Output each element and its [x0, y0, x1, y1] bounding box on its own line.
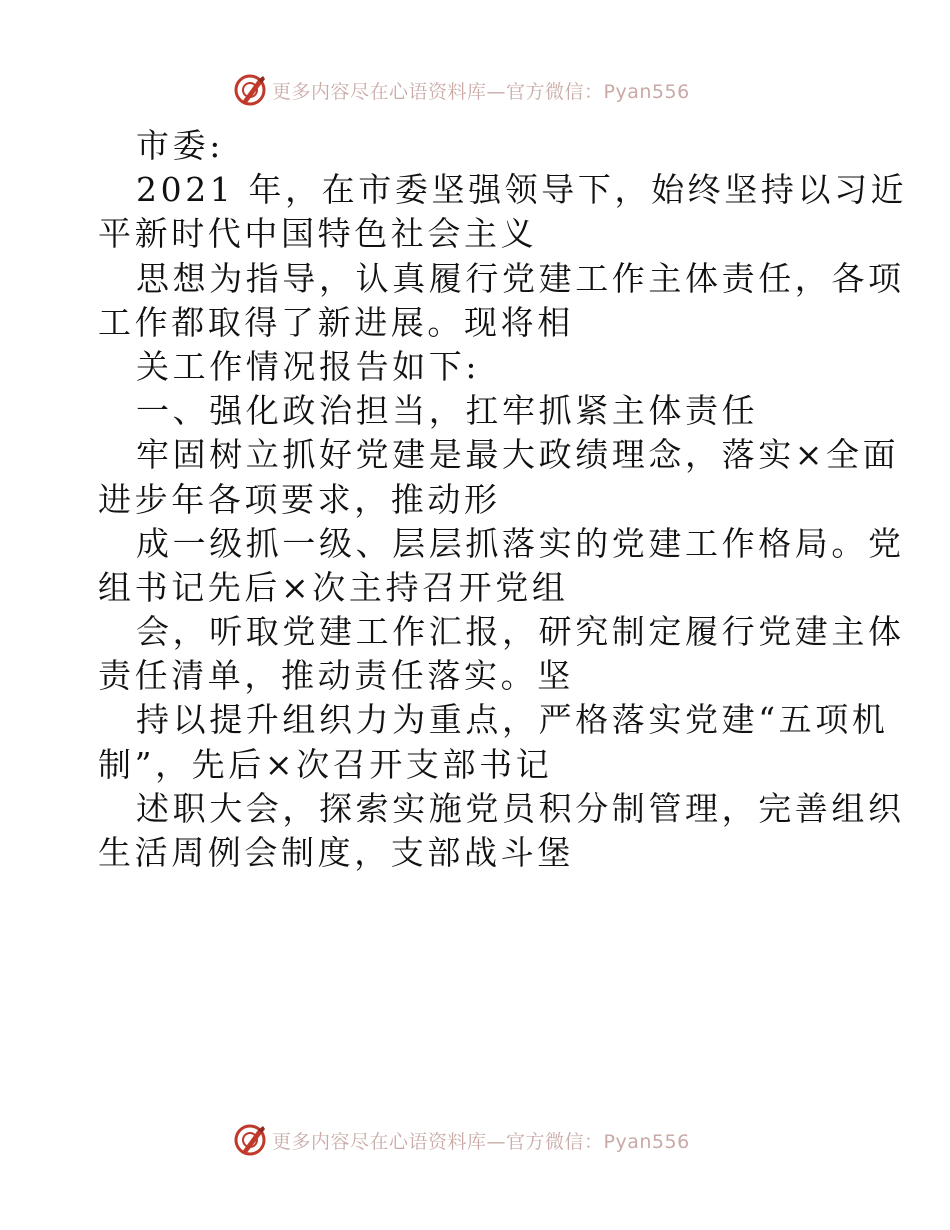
text-line: 市委: [136, 126, 224, 165]
text-line: 生活周例会制度，支部战斗堡 [98, 833, 574, 872]
text-line: 进步年各项要求，推动形 [98, 479, 501, 519]
text-line: 思想为指导，认真履行党建工作主体责任，各项 [136, 258, 905, 298]
text-line: 一、强化政治担当，扛牢抓紧主体责任 [136, 391, 759, 431]
text-line: 关工作情况报告如下: [136, 346, 481, 386]
text-line: 成一级抓一级、层层抓落实的党建工作格局。党 [136, 523, 905, 563]
pen-logo-icon [232, 72, 268, 108]
text-line: 会，听取党建工作汇报，研究制定履行党建主体 [136, 612, 905, 652]
text-line: 组书记先后×次主持召开党组 [98, 567, 569, 607]
document-body [98, 124, 908, 875]
text-line: 2021 年，在市委坚强领导下，始终坚持以习近 [136, 170, 908, 210]
text-line: 工作都取得了新进展。现将相 [98, 302, 574, 342]
text-line: 责任清单，推动责任落实。坚 [98, 656, 574, 696]
text-line: 牢固树立抓好党建是最大政绩理念，落实×全面 [136, 435, 900, 475]
text-line: 述职大会，探索实施党员积分制管理，完善组织 [136, 788, 905, 828]
watermark-text: 更多内容尽在心语资料库—官方微信：Pyan556 [272, 1130, 690, 1153]
watermark-text: 更多内容尽在心语资料库—官方微信：Pyan556 [272, 80, 690, 103]
pen-logo-icon [232, 1122, 268, 1158]
header-watermark-banner [232, 70, 712, 110]
text-line: 平新时代中国特色社会主义 [98, 214, 538, 254]
footer-watermark-banner [232, 1120, 712, 1160]
text-line: 制”，先后×次召开支部书记 [98, 744, 553, 784]
text-line: 持以提升组织力为重点，严格落实党建“五项机 [136, 700, 889, 740]
